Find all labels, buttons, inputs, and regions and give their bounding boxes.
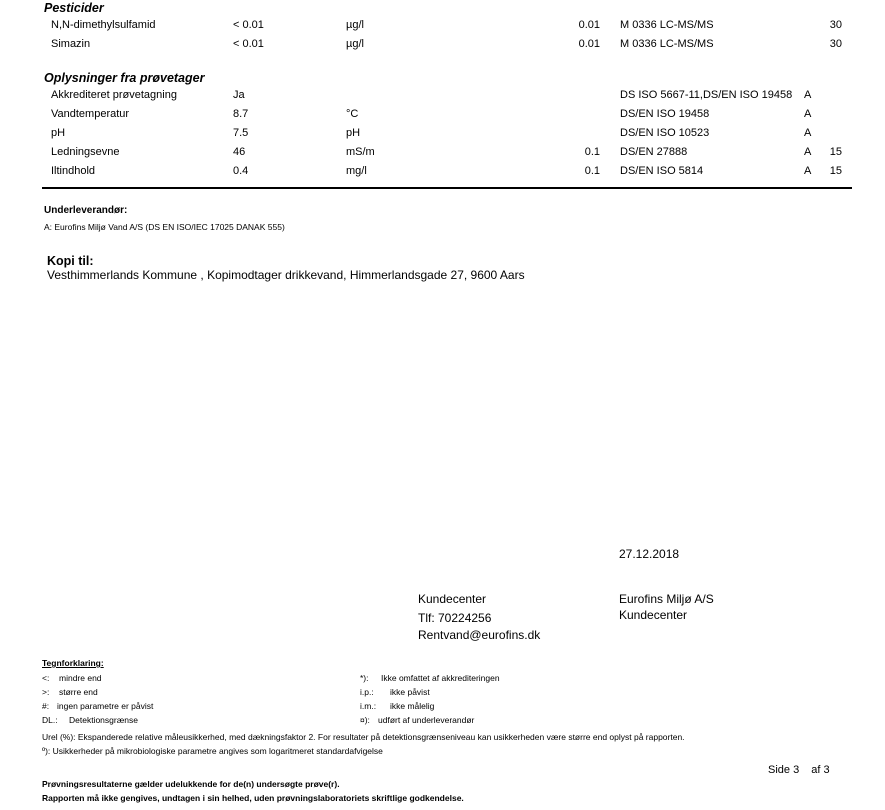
section-title-pesticider: Pesticider bbox=[44, 1, 104, 15]
page-current: 3 bbox=[793, 764, 800, 776]
param-name: Iltindhold bbox=[51, 165, 96, 177]
legend-text: Detektionsgrænse bbox=[69, 715, 138, 725]
param-sub: A bbox=[804, 108, 812, 120]
param-value: 46 bbox=[233, 146, 246, 158]
legend-text: ingen parametre er påvist bbox=[57, 701, 154, 711]
param-urel: 30 bbox=[829, 38, 842, 50]
section-title-sampler: Oplysninger fra prøvetager bbox=[44, 71, 205, 85]
param-value: < 0.01 bbox=[233, 19, 264, 31]
legend-symbol: *): bbox=[360, 673, 369, 683]
footer-line-1: Prøvningsresultaterne gælder udelukkende for de(n) undersøgte prøve(r). bbox=[42, 779, 340, 789]
param-name: Ledningsevne bbox=[51, 146, 120, 158]
legend-micro: º): Usikkerheder på mikrobiologiske parametre angives som logaritmeret standardafvigelse bbox=[42, 746, 383, 756]
param-urel: 30 bbox=[829, 19, 842, 31]
legend-symbol: >: bbox=[42, 687, 50, 697]
param-value: Ja bbox=[233, 89, 245, 101]
param-method: DS ISO 5667-11,DS/EN ISO 19458 bbox=[620, 89, 793, 101]
param-name: N,N-dimethylsulfamid bbox=[51, 19, 156, 31]
copy-title: Kopi til: bbox=[47, 254, 94, 268]
legend-symbol: ¤): bbox=[360, 715, 370, 725]
param-dl: 0.1 bbox=[584, 146, 600, 158]
param-urel: 15 bbox=[829, 146, 842, 158]
legend-text: større end bbox=[59, 687, 98, 697]
param-method: DS/EN ISO 19458 bbox=[620, 108, 710, 120]
param-sub: A bbox=[804, 89, 812, 101]
param-unit: µg/l bbox=[346, 19, 364, 31]
contact-right-line: Kundecenter bbox=[619, 608, 688, 622]
legend-text: Ikke omfattet af akkrediteringen bbox=[381, 673, 500, 683]
legend-text: mindre end bbox=[59, 673, 102, 683]
legend-symbol: i.m.: bbox=[360, 701, 377, 711]
param-unit: °C bbox=[346, 108, 359, 120]
param-method: M 0336 LC-MS/MS bbox=[620, 38, 714, 50]
param-method: M 0336 LC-MS/MS bbox=[620, 19, 714, 31]
param-name: Akkrediteret prøvetagning bbox=[51, 89, 177, 101]
param-value: 8.7 bbox=[233, 108, 249, 120]
param-unit: mS/m bbox=[346, 146, 375, 158]
param-value: 0.4 bbox=[233, 165, 249, 177]
footer-line-2: Rapporten må ikke gengives, undtagen i sin helhed, uden prøvningslaboratoriets skriftlige godkendelse. bbox=[42, 793, 464, 803]
param-value: 7.5 bbox=[233, 127, 249, 139]
legend-title: Tegnforklaring: bbox=[42, 658, 104, 668]
legend-text: ikke påvist bbox=[390, 687, 430, 697]
param-name: pH bbox=[51, 127, 66, 139]
param-unit: pH bbox=[346, 127, 361, 139]
param-method: DS/EN 27888 bbox=[620, 146, 688, 158]
param-sub: A bbox=[804, 127, 812, 139]
page-total: 3 bbox=[823, 764, 830, 776]
page-number bbox=[768, 764, 830, 776]
param-sub: A bbox=[804, 146, 812, 158]
param-dl: 0.01 bbox=[578, 38, 600, 50]
contact-company: Eurofins Miljø A/S bbox=[619, 592, 714, 606]
subcontractor-line: A: Eurofins Miljø Vand A/S (DS EN ISO/IEC 17025 DANAK 555) bbox=[44, 222, 285, 232]
copy-line: Vesthimmerlands Kommune , Kopimodtager drikkevand, Himmerlandsgade 27, 9600 Aars bbox=[47, 268, 525, 282]
legend-symbol: #: bbox=[42, 701, 50, 711]
param-method: DS/EN ISO 10523 bbox=[620, 127, 710, 139]
report-date: 27.12.2018 bbox=[619, 547, 680, 561]
param-value: < 0.01 bbox=[233, 38, 264, 50]
param-name: Vandtemperatur bbox=[51, 108, 130, 120]
param-unit: mg/l bbox=[346, 165, 367, 177]
legend-symbol: <: bbox=[42, 673, 50, 683]
legend-text: udført af underleverandør bbox=[378, 715, 475, 725]
page-label: Side bbox=[768, 764, 791, 776]
param-dl: 0.01 bbox=[578, 19, 600, 31]
param-unit: µg/l bbox=[346, 38, 364, 50]
legend-symbol: DL.: bbox=[42, 715, 58, 725]
table-divider bbox=[42, 187, 852, 189]
legend-urel: Urel (%): Ekspanderede relative måleusikkerhed, med dækningsfaktor 2. For resultater på detektionsgrænseniveau kan usikkerheden være større end oplyst på rapporten. bbox=[42, 732, 685, 742]
legend-symbol: i.p.: bbox=[360, 687, 374, 697]
param-sub: A bbox=[804, 165, 812, 177]
param-name: Simazin bbox=[51, 38, 91, 50]
contact-email: Rentvand@eurofins.dk bbox=[418, 628, 541, 642]
page-of: af bbox=[811, 764, 821, 776]
legend-text: ikke målelig bbox=[390, 701, 435, 711]
param-dl: 0.1 bbox=[584, 165, 600, 177]
param-method: DS/EN ISO 5814 bbox=[620, 165, 704, 177]
contact-phone: Tlf: 70224256 bbox=[418, 611, 492, 625]
contact-left-line: Kundecenter bbox=[418, 592, 487, 606]
subcontractor-title: Underleverandør: bbox=[44, 205, 128, 216]
param-urel: 15 bbox=[829, 165, 842, 177]
